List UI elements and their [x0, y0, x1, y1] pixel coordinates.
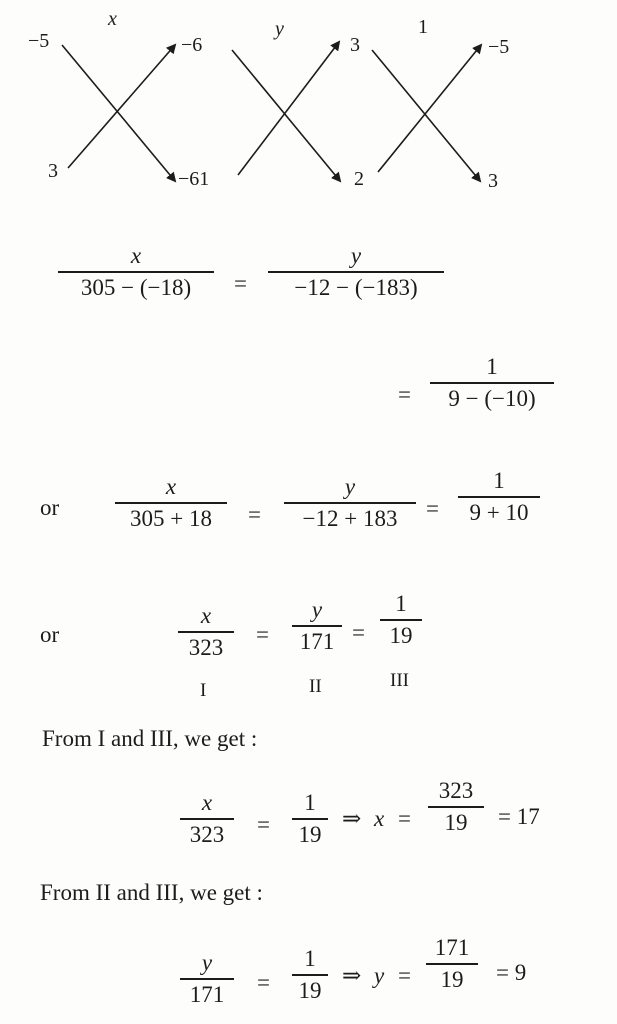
fraction-bar: [58, 271, 214, 273]
equation-label-i: I: [200, 680, 207, 701]
arrow-bl-to-tr-3: [378, 45, 481, 172]
denominator: 171: [189, 981, 225, 1007]
fraction-323-19: [428, 778, 484, 836]
result-x: = 17: [498, 804, 540, 829]
fraction-one-19: [380, 591, 422, 649]
arrow-bl-to-tr-1: [68, 45, 175, 168]
equals-sign: =: [426, 496, 439, 521]
or-label: or: [40, 495, 60, 520]
implies-symbol: ⇒: [342, 963, 362, 988]
fraction-x-second: [115, 474, 227, 532]
cross-multiplication-diagram: [0, 0, 617, 230]
implies-symbol: ⇒: [342, 806, 362, 831]
variable-x: x: [374, 806, 385, 831]
denominator: 19: [389, 622, 413, 648]
denominator: 19: [298, 821, 322, 847]
fraction-bar: [178, 631, 234, 633]
numerator: 1: [486, 354, 498, 379]
col-header-x: x: [108, 8, 117, 30]
denominator: 19: [298, 977, 322, 1003]
fraction-x-323-step: [180, 790, 234, 848]
denominator: 19: [444, 809, 468, 835]
denominator: 323: [189, 821, 225, 847]
denominator: 323: [188, 634, 224, 660]
equation-label-ii: II: [309, 676, 322, 697]
fraction-bar: [428, 806, 484, 808]
fraction-bar: [180, 818, 234, 820]
fraction-y-first: [268, 243, 444, 301]
coef-mid2-top: 3: [350, 34, 360, 56]
denominator: 9 − (−10): [448, 385, 536, 411]
col-header-y: y: [275, 18, 284, 40]
equals-sign: =: [352, 620, 365, 645]
numerator: x: [165, 474, 177, 499]
equals-sign: =: [248, 502, 261, 527]
numerator: x: [201, 790, 213, 815]
fraction-x-first: [58, 243, 214, 301]
coef-right-top: −5: [488, 36, 510, 58]
fraction-bar: [180, 978, 234, 980]
denominator: 305 + 18: [130, 505, 212, 531]
fraction-bar: [430, 382, 554, 384]
coef-mid1-top: −6: [181, 34, 203, 56]
numerator: y: [201, 950, 213, 975]
fraction-bar: [458, 496, 540, 498]
equals-sign: =: [398, 382, 411, 407]
numerator: 1: [493, 468, 505, 493]
coef-bottom-left: 3: [48, 160, 58, 182]
arrow-bl-to-tr-2: [238, 42, 339, 175]
fraction-bar: [426, 963, 478, 965]
equals-sign: =: [398, 806, 411, 831]
equals-sign: =: [257, 812, 270, 837]
fraction-bar: [292, 974, 328, 976]
denominator: −12 + 183: [302, 505, 398, 531]
numerator: y: [344, 474, 356, 499]
step-text-i-iii: From I and III, we get :: [42, 726, 258, 751]
fraction-bar: [292, 625, 342, 627]
numerator: y: [311, 597, 323, 622]
denominator: 305 − (−18): [80, 274, 192, 300]
coef-mid2-bottom: 2: [354, 168, 364, 190]
numerator: x: [130, 243, 142, 268]
numerator: 1: [304, 790, 316, 815]
fraction-bar: [292, 818, 328, 820]
numerator: 1: [395, 591, 407, 616]
denominator: 171: [299, 628, 335, 654]
equals-sign: =: [256, 622, 269, 647]
step-text-ii-iii: From II and III, we get :: [40, 880, 263, 905]
coef-mid1-bottom: −61: [178, 168, 210, 190]
fraction-bar: [268, 271, 444, 273]
arrow-tl-to-br-3: [372, 50, 480, 181]
coef-right-bottom: 3: [488, 170, 498, 192]
fraction-y-171-step: [180, 950, 234, 1008]
equals-sign: =: [234, 271, 247, 296]
fraction-one-19-step2: [292, 946, 328, 1004]
col-header-one: 1: [418, 16, 428, 38]
equals-sign: =: [257, 970, 270, 995]
fraction-bar: [380, 619, 422, 621]
fraction-one-second: [458, 468, 540, 526]
numerator: 323: [438, 778, 474, 803]
fraction-y-171: [292, 597, 342, 655]
result-y: = 9: [496, 960, 527, 985]
numerator: 1: [304, 946, 316, 971]
fraction-bar: [115, 502, 227, 504]
numerator: x: [200, 603, 212, 628]
denominator: 9 + 10: [469, 499, 529, 525]
equals-sign: =: [398, 963, 411, 988]
fraction-one-19-step: [292, 790, 328, 848]
variable-y: y: [374, 963, 385, 988]
fraction-one-first: [430, 354, 554, 412]
or-label: or: [40, 622, 60, 647]
numerator: y: [350, 243, 362, 268]
equation-label-iii: III: [390, 670, 409, 691]
fraction-171-19: [426, 935, 478, 993]
fraction-bar: [284, 502, 416, 504]
coef-top-left: −5: [28, 30, 50, 52]
denominator: −12 − (−183): [294, 274, 418, 300]
fraction-y-second: [284, 474, 416, 532]
denominator: 19: [440, 966, 464, 992]
numerator: 171: [434, 935, 470, 960]
fraction-x-323: [178, 603, 234, 661]
